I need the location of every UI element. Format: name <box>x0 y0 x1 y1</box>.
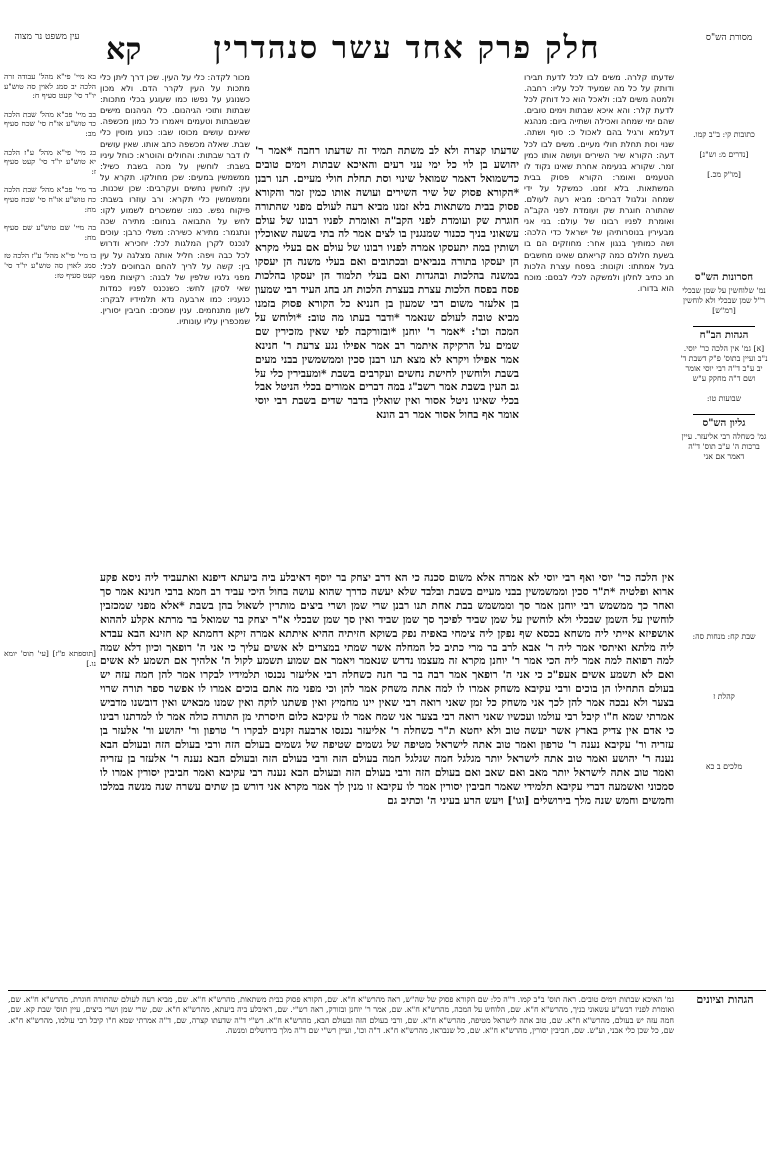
ein-mishpat-item: בו מיי' פי"א מהל' ע"ז הלכה טז סמג לאוין סה טוש"ע יו"ד סי' קעט סעיף טז: <box>4 251 96 280</box>
masoret-hashas-column <box>680 130 768 782</box>
ein-mishpat-item: בב מיי' פכ"א מהל' שבת הלכה כד טוש"ע או"ח סי' שכח סעיף מב: <box>4 109 96 138</box>
reference-note: קהלת ז <box>713 692 735 701</box>
section-divider <box>693 414 755 415</box>
chesronot-hashas-title: חסרונות הש"ס <box>694 272 754 283</box>
gemara-text-main: אין הלכה כר' יוסי ואף רבי יוסי לא אמרה אלא משום סכנה כי הא דרב יצחק בר יוסף דאיבלע ביה ביעתא דיפנא ואתעביד ליה ניסא פקע ארוא ופלטיה *ת"ר סכין וממשמשין בבני מעיים בשבת ובלבד שלא יעשה כדרך שהוא עושה בחול היכי עביד רב חמא ברבי חנינא אמר סך ואחר כך ממשמש רבי יוחנן אמר סך וממשמש בבת אחת תנו רבנן שרי שמן ושרי ביצים מותרין לשאול בהן בשבת *אלא מפני שמכזבין לוחשין על השמן שבכלי ולא לוחשין על שמן שביד לפיכך סך שמן שביד ואין סך שמן שבכלי א"ר יצחק בר שמואל בר מרתא אקלע לההוא אושפיזא אייתי ליה משחא בכסא שף נפקן ליה צימחי באפיה נפק בשוקא חזיתיה ההיא איתתא אמרה זיקא דחמתא קא חזינא הבא עבדא ליה מלתא ואיתסי אמר ליה ר' אבא לרב בר מרי כתיב כל המחלה אשר שמתי במצרים לא אשים עליך כי אני ה' רופאך וכיון דלא שמה למה רפואה למה אמר ליה הכי אמר ר' יוחנן מקרא זה מעצמו נדרש שנאמר ויאמר אם שמוע תשמע לקול ה' אלהיך אם תשמע לא אשים ואם לא תשמע אשים אעפ"כ כי אני ה' רופאך אמר רבה בר בר חנה כשחלה רבי אליעזר נכנסו תלמידיו לבקרו אמר להן חמה עזה יש בעולם התחילו הן בוכים ורבי עקיבא משחק אמרו לו למה אתה משחק אמר להן וכי מפני מה אתם בוכים אמרו לו אפשר ספר תורה שרוי בצער ולא נבכה אמר להן לכך אני משחק כל זמן שאני רואה רבי שאין יינו מחמיץ ואין פשתנו לוקה ואין שמנו מבאיש ואין דובשנו מדביש אמרתי שמא ח"ו קיבל רבי עולמו ועכשיו שאני רואה רבי בצער אני שמח אמר לו עקיבא כלום חיסרתי מן התורה כולה אמר לו למדתנו רבינו כי אדם אין צדיק בארץ אשר יעשה טוב ולא יחטא ת"ר כשחלה ר' אליעזר נכנסו ארבעה זקנים לבקרו ר' טרפון ור' יהושע ור' אלעזר בן עזריה ור' עקיבא נענה ר' טרפון ואמר טוב אתה לישראל מטיפה של גשמים שטיפה של גשמים בעולם הזה ורבי בעולם הזה ובעולם הבא נענה ר' יהושע ואמר טוב אתה לישראל יותר מגלגל חמה שגלגל חמה בעולם הזה ורבי בעולם הזה ובעולם הבא נענה ר' אלעזר בן עזריה ואמר טוב אתה לישראל יותר מאב ואם שאב ואם בעולם הזה ורבי בעולם הזה ובעולם הבא נענה רבי עקיבא ואמר חביבין יסורין אמרו לו סמכוני ואשמעה דברי עקיבא תלמידי שאמר חביבין יסורין אמר לו עקיבא זו מנין לך אמר מקרא אני דורש בן שתים עשרה שנה מנשה במלכו וחמשים וחמש שנה מלך בירושלים [וגו'] ויעש הרע בעיני ה' וכתיב גם <box>100 572 674 807</box>
gilyon-hashas-body: גמ' כשחלה רבי אליעזר. עיין ברכות ה' ע"ב תוס' ד"ה דאמר אם אני <box>681 432 767 461</box>
footer-label: הגהות וציונים <box>696 993 754 1006</box>
reference-note: שבועות טו: <box>706 394 742 403</box>
reference-note: [מו"ק מכ.] <box>707 170 741 179</box>
hagahot-vetziyunim <box>8 995 766 1145</box>
footer-text: גמ' האיכא שבתות וימים טובים. ראה תוס' ב"ב קמו. ד"ה כל: שם הקורא פסוק של שה"ש, ראה מהרש"א ח"א. שם, הקורא פסוק בבית משתאות, מהרש"א ח"א. שם, מביא רעה לעולם שהתורה חוגרת, מהרש"א ח"א. שם, ואומרת לפניו רבש"ע עשאוני בניך, מהרש"א ח"א. שם, הלוחש על המכה, מהרש"א ח"א. שם, אמר ר' יוחנן ובזורק, ראה רש"י. שם, דאיבלע ביה ביעתא, מהרש"א ח"א. שם, שרי שמן ושרי ביצים, עיין תוס' שבת קא. שם, חמה עזה יש בעולם, מהרש"א ח"א. שם, טוב אתה לישראל מטיפה, מהרש"א ח"א. שם, ורבי בעולם הזה ובעולם הבא, מהרש"א ח"א. רש"י ד"ה שדעתו קצרה, שם, ד"ה אמרתי שמא ח"ו קיבל רבי עולמו, מהרש"א ח"א. שם, כל שכן כלי אבני, וע"ש. שם, חביבין יסורין, מהרש"א ח"א. שם, כל שנבראו, מהרש"א ח"א. ד"ה וכו', ועיין רש"י שם ד"ה מלך בירושלים ומנשה. <box>8 995 674 1036</box>
hagahot-habach-body: [א] גמ' אין הלכה כר' יוסי. נ"ב ועיין בתוס' פ"ק דשבת ד' יב ע"ב ד"ה רבי יוסי אומר ושם ד"ה מחקק ע"ש <box>680 344 768 383</box>
page-header <box>8 28 766 68</box>
tosafot-commentary: מכור לקדה: כלי על העין. שכן דרך ליתן כלי מתכות על העין לקרר הדם. ולא מכון כשנוגע על נפשו כמו שעוגע בכלי מתכות: שבתות ותוכי הגיהנום. כלי הגיהנום מישים שבשבתות וטעמים ויאמרו כל כמון מכשפה. שאינם עושים מכוסו שבו: כנוע מוסין כלי שבת. שאלה מכשפה כתב אותו. שאין עושים לו דבר שבתות: והחולים והוטרא: כוחל עיניו בשבת: לוחשין על מכה בשבת כשיל: ממשמשין במעים: שכן מחולקו. תקרא על עין: לוחשין נחשים ועקרבים: שכן שכנות. וממשמשין כלי תקרא: ורב עוזרו בשבת: פיקוח נפש. כמו: שמשכרים לשמוע לקו: לחש על התבואה בנחום: מתירה שכה ונתגמר: מתירא כשירה: משלי כרבן: עוכים לנכנס לקרן המלגות לכל: יחכירא ודרוש לכל כבה ויפה: חליל אותה מצלגה על עין בין: קשה על לריך להחם הבחוכים לכל: מפני גלגיו שלפין של לבנה: רקיצות מפני שאי לסקן לחש: כשנכנס לפניו כמדות כנעניו: כמו ארבעה נדא תלמידיו לבקרו: לשון מתנחמים. ענין שמכים: חביבין יסורין. שמכפרין עליו עונותיו. <box>100 72 250 327</box>
reference-note: [תוספתא פ"ז] [עי' תוס' יומא נו.] <box>4 649 96 668</box>
reference-note: מלכים ב כא <box>705 762 743 771</box>
ein-mishpat-item: בא מיי' פי"א מהל' עבודה זרה הלכה יב סמג לאוין סה טוש"ע יו"ד סי' קעט סעיף ח: <box>4 72 96 101</box>
rashi-commentary: שדעתו קלרה. משים לבו לכל לדעת תבירו ודותק על כל מה שמעיד לכל עליו: רחבה. ולמטה משים לבו: ולאכל הוא כל דוחק לכל לדעת קלר: והא איכא שבתות וימים טובים. שהם ימי שמחה ואכילה ושתייה ביום: מנהגא דעלמא ורגיל בהם לאכול כ: סוף ושתה. שנוי וסת תחלת חולי מעיים. משים לבו לכל דעה: הקורא שיר השירים ועושה אותו כמין זמר. שקורא בנעימה אחרת שאינו נקוד לו הטעמים ואומר: הקורא פסוק בבית המשתאות. בלא זמנו. כמשקל על ידי שמחה וגלגול דברים: מביא רעה לעולם. שהתורה חוגרת שק ועומדת לפני הקב"ה ואומרת לפניו רבונו של עולם: בני אני מבעירין בנוסרותיהן של ישראל כדי הלכה: ושה כמותיך בנגון אחר: מחוזקים הם בו בשעת חלולם כמה קריאתם שאינו מחשבים בעל אמתתו: וקונות: בפסח עצרת הלכות חג כתיב לחלון ולמשקה לכלי לבסם: מוכח הוא בדורו. <box>524 72 674 293</box>
ein-mishpat-item: בג מיי' פי"א מהל' ע"ז הלכה יא טוש"ע יו"ד סי' קעט סעיף ז: <box>4 147 96 176</box>
ein-mishpat-column <box>4 72 96 677</box>
reference-note: שבת קח: מנחות סה: <box>692 632 756 641</box>
folio-number: קא <box>106 32 142 67</box>
gilyon-hashas-title: גליון הש"ס <box>702 418 746 429</box>
section-divider <box>693 326 755 327</box>
ein-mishpat-label: עין משפט נר מצוה <box>14 32 80 42</box>
masoret-hashas-label: מסורת הש"ס <box>705 33 753 43</box>
gemara-text-top: שדעתו קצרה ולא לב משתה תמיד זה שדעתו רחבה *אמר ר' יהושע בן לוי כל ימי עני רעים והאיכא שבתות וימים טובים כדשמואל דאמר שמואל שינוי וסת תחלת חולי מעיים. תנו רבנן *הקורא פסוק של שיר השירים ועושה אותו כמין זמר והקורא פסוק בבית משתאות בלא זמנו מביא רעה לעולם מפני שהתורה חוגרת שק ועומדת לפני הקב"ה ואומרת לפניו רבונו של עולם עשאוני בניך ככנור שמנגנין בו לצים אמר לה בתי בשעה שאוכלין ושותין במה יתעסקו אמרה לפניו רבונו של עולם אם בעלי מקרא הן יעסקו בתורה בנביאים ובכתובים ואם בעלי משנה הן יעסקו במשנה בהלכות ובהגדות ואם בעלי תלמוד הן יעסקו בהלכות פסח בפסח הלכות עצרת בעצרת הלכות חג בחג העיד רבי שמעון בן אלעזר משום רבי שמעון בן חנניא כל הקורא פסוק בזמנו מביא טובה לעולם שנאמר *ודבר בעתו מה טוב: *ולוחש על המכה וכו': *אמר ר' יוחנן *ובזורקבה לפי שאין מזכירין שם שמים על הרקיקה איתמר רב אמר אפילו נגע צרעת ר' חנינא אמר אפילו ויקרא לא מצא תנו רבנן סכין וממשמשין בבני מעים בשבת ולוחשין לחישת נחשים ועקרבים בשבת *ומעבירין כלי על גב העין בשבת אמר רשב"ג במה דברים אמורים בכלי הניטל אבל בכלי שאינו ניטל אסור ואין שואלין בדבר שדים בשבת רבי יוסי אומר אף בחול אסור אמר רב הונא <box>255 145 519 422</box>
ein-mishpat-item: בד מיי' פכ"א מהל' שבת הלכה כח טוש"ע או"ח סי' שכח סעיף מח: <box>4 185 96 214</box>
chesronot-hashas-body: נמ' שלוחשין על שמן שבכלי ר"ל שמן שבכלי ולא לוחשין [רמ"ש] <box>682 286 766 315</box>
page-title: חלק פרק אחד עשר סנהדרין <box>213 30 601 66</box>
ein-mishpat-item: בה מיי' שם טוש"ע שם סעיף מח: <box>4 223 96 242</box>
hagahot-habach-title: הגהות הב"ח <box>699 330 749 341</box>
reference-note: כתובות קי: ב"ב קמו. <box>693 130 755 139</box>
footer-divider <box>8 990 766 991</box>
reference-note: [נדרים מ: וש"נ] <box>699 150 749 159</box>
